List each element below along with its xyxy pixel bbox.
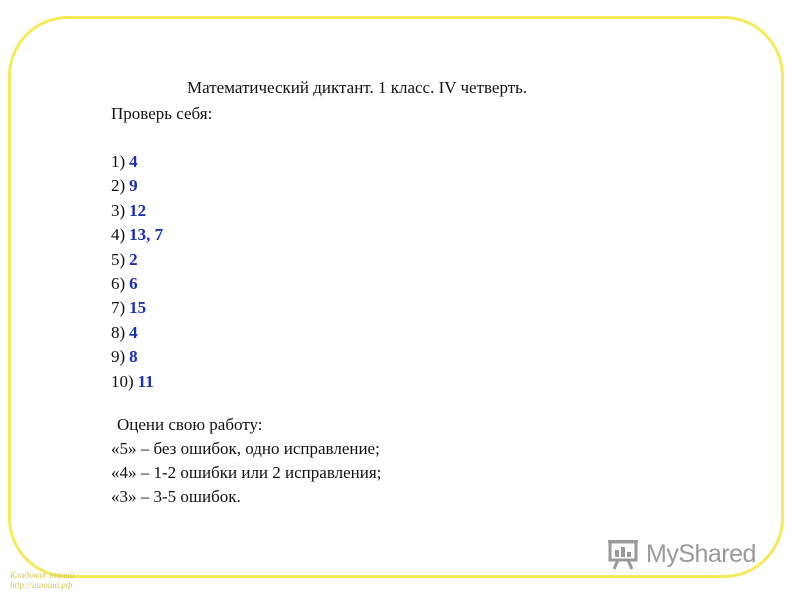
answer-number: 6) (111, 273, 126, 293)
answer-number: 5) (111, 249, 126, 269)
answer-number: 3) (111, 200, 126, 220)
page-subtitle: Проверь себя: (111, 104, 213, 123)
answer-item (111, 272, 163, 296)
grading-section (111, 413, 381, 509)
answer-list (111, 150, 163, 394)
grading-heading: Оцени свою работу: (117, 415, 263, 434)
answer-value: 13, 7 (129, 225, 164, 245)
watermark-url: http://ишоша.рф (10, 580, 73, 590)
answer-number: 4) (111, 225, 126, 245)
answer-value: 6 (129, 273, 138, 293)
answer-item (111, 345, 163, 369)
answer-value: 4 (129, 152, 138, 171)
answer-value: 9 (129, 176, 138, 196)
answer-item (111, 248, 163, 272)
answer-number: 9) (111, 347, 126, 367)
answer-item (111, 223, 163, 247)
answer-value: 12 (129, 200, 147, 220)
answer-item (111, 174, 163, 198)
page-title: Математический диктант. 1 класс. IV четверть. (187, 78, 528, 97)
answer-item (111, 199, 163, 223)
grading-line: «4» – 1-2 ошибки или 2 исправления; (111, 463, 382, 482)
answer-number: 1) (111, 152, 126, 171)
answer-number: 10) (111, 371, 134, 391)
answer-number: 8) (111, 322, 126, 342)
logo-text: MyShared (646, 539, 756, 568)
answer-value: 2 (129, 249, 138, 269)
answer-item (111, 150, 163, 174)
grading-line: «5» – без ошибок, одно исправление; (111, 439, 380, 458)
watermark-line: Кладовая знаний (10, 570, 75, 580)
answer-value: 8 (129, 347, 138, 367)
answer-item (111, 370, 163, 394)
answer-number: 7) (111, 298, 126, 318)
myshared-logo (606, 536, 756, 572)
answer-number: 2) (111, 176, 126, 196)
grading-line: «3» – 3-5 ошибок. (111, 487, 241, 506)
presentation-board-icon (606, 537, 640, 571)
watermark (10, 570, 74, 590)
answer-value: 11 (137, 371, 154, 391)
answer-value: 15 (129, 298, 147, 318)
answer-item (111, 321, 163, 345)
answer-item (111, 296, 163, 320)
answer-value: 4 (129, 322, 138, 342)
